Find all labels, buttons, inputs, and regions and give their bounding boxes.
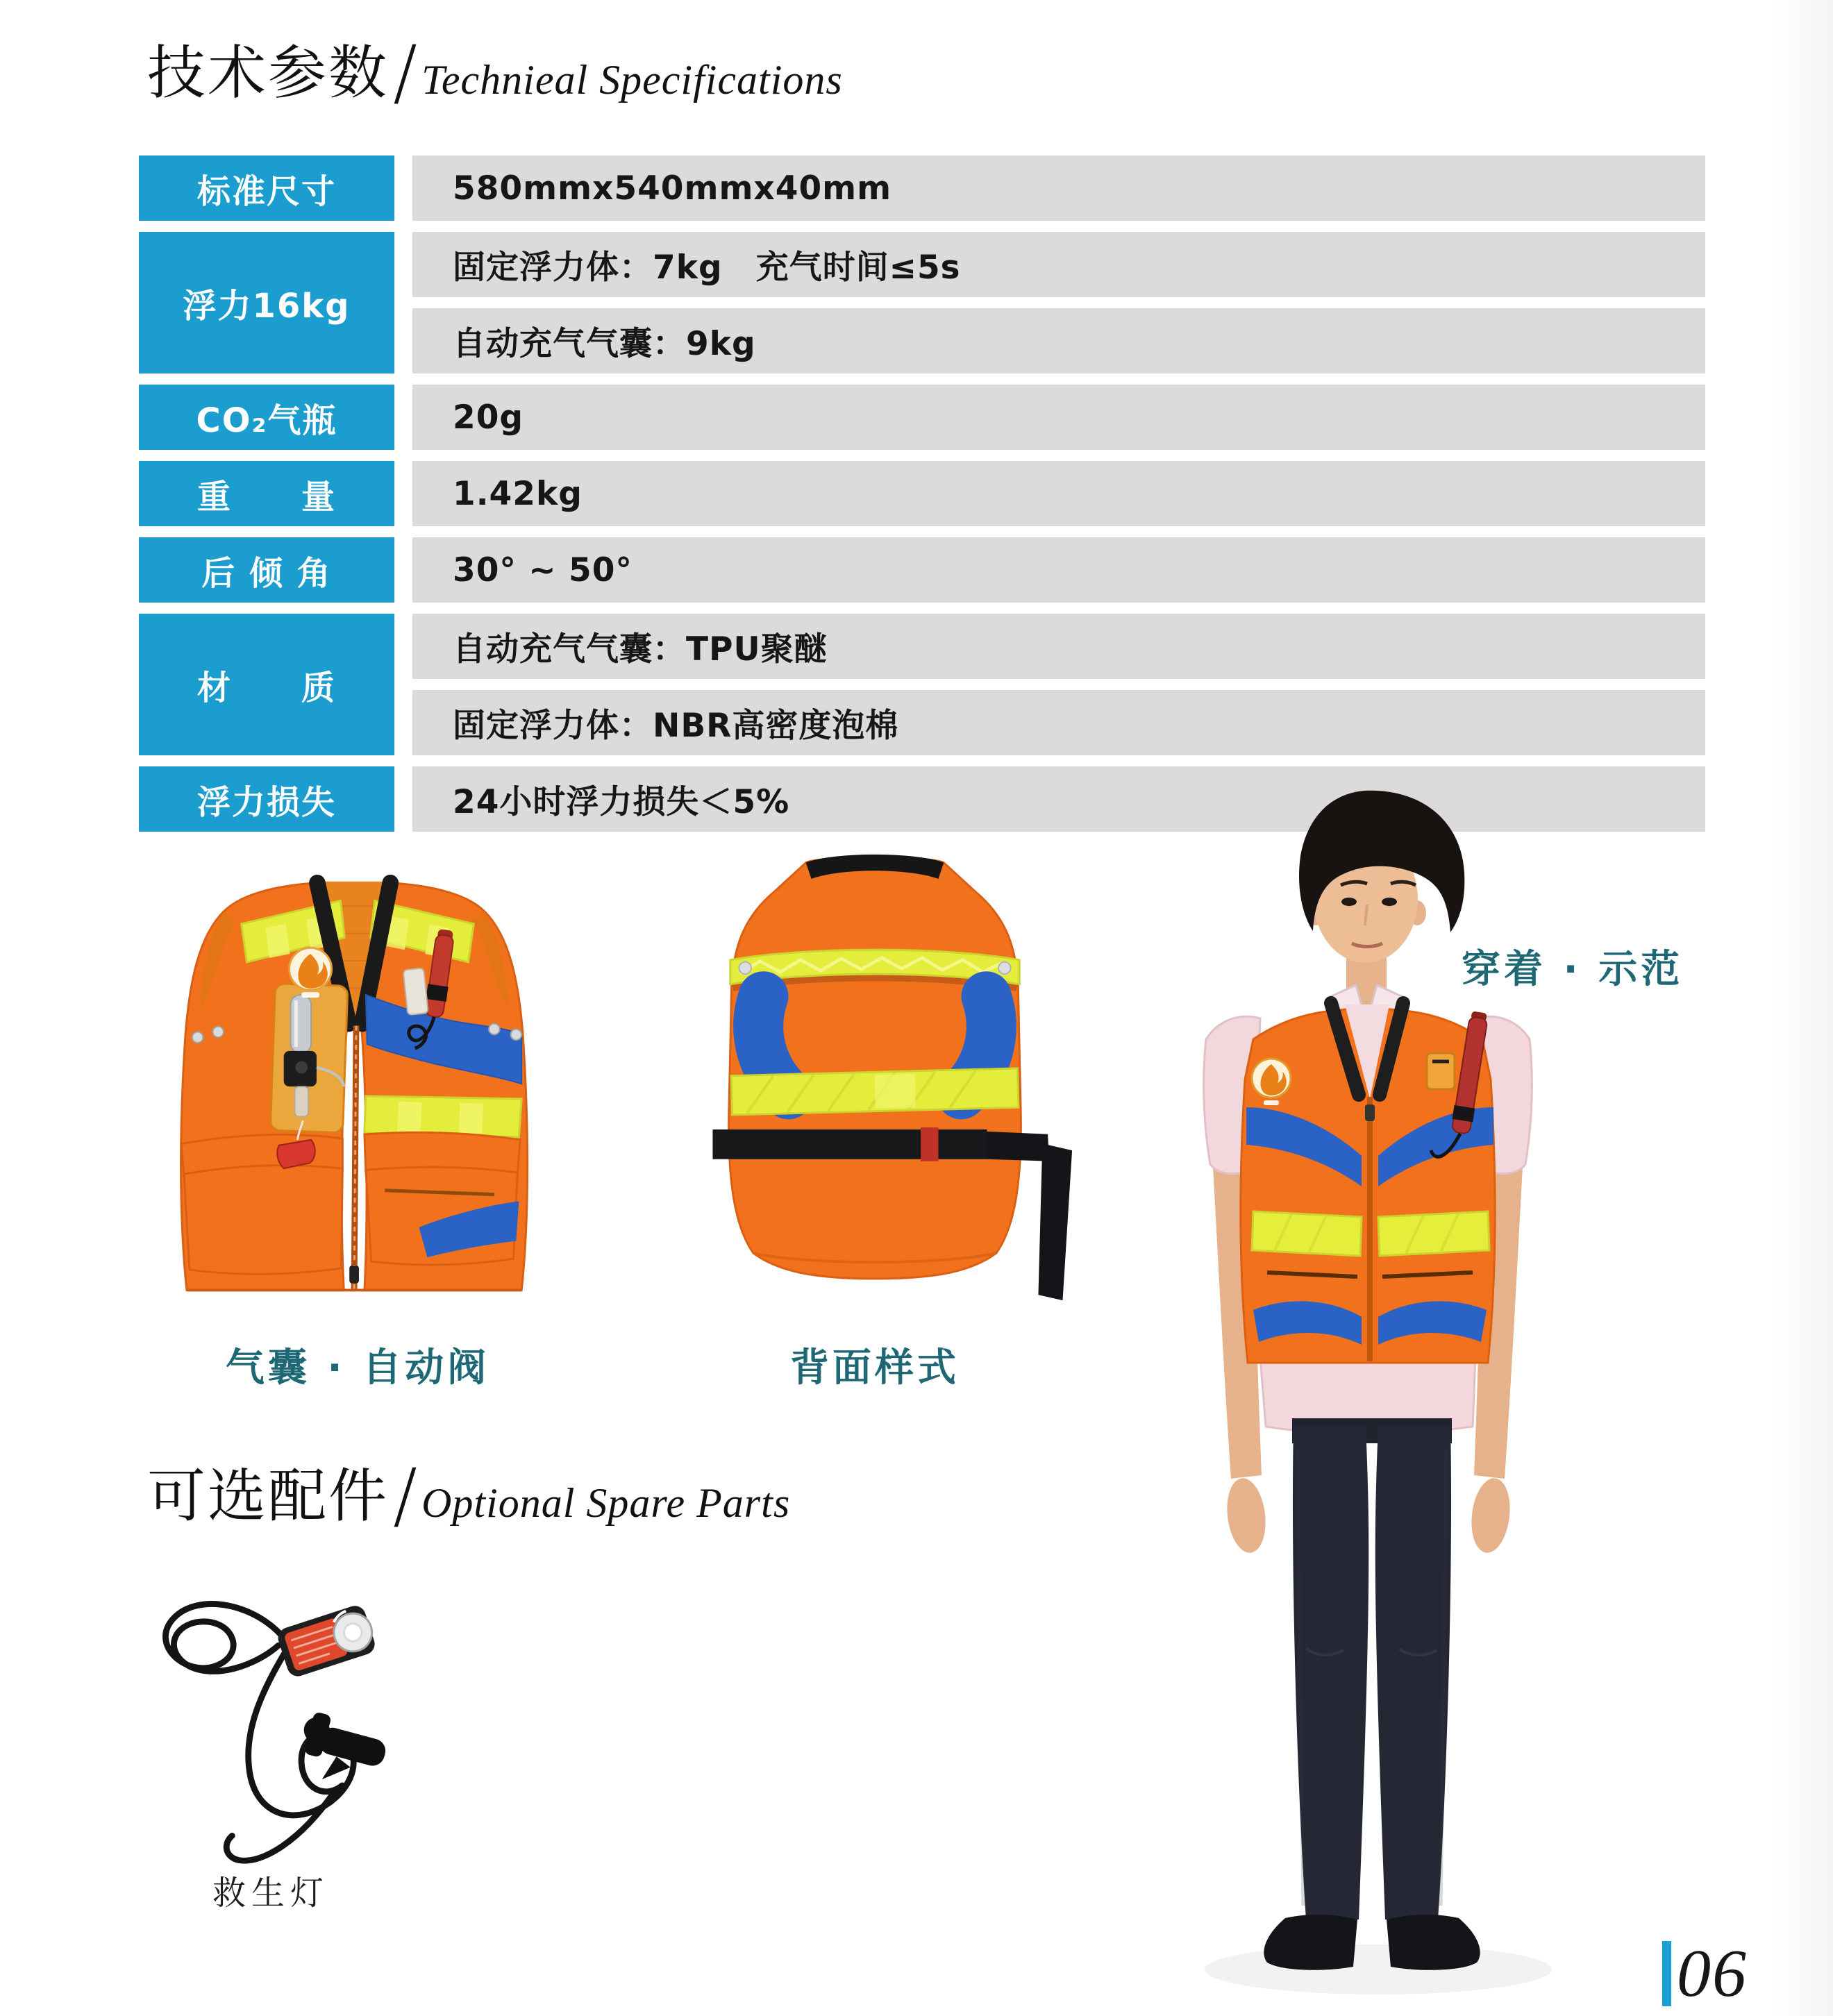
inflator-box [1427,1053,1455,1089]
spec-value: 24小时浮力损失＜5% [412,766,1705,832]
spec-row-size [139,156,1705,221]
spec-label: 材 质 [139,614,394,755]
light-device [276,1603,379,1679]
spec-label: 后 倾 角 [139,537,394,603]
jeans [1292,1418,1452,1920]
spec-value: 580mmx540mmx40mm [412,156,1705,221]
spec-value: 自动充气气囊：9kg [412,308,1705,373]
back-vest-photo [663,828,1087,1327]
spec-value: 固定浮力体：NBR高密度泡棉 [412,690,1705,755]
spec-row-recline-angle [139,537,1705,603]
specs-section-title [147,30,843,115]
spec-row-co2 [139,385,1705,450]
page-edge-shade [1771,0,1833,2016]
spec-table [139,156,1705,832]
spare-parts-title-zh: 可选配件 [147,1462,390,1531]
specs-title-en: Technieal Specifications [421,57,843,103]
spec-label: 标准尺寸 [139,156,394,221]
belt-keeper [921,1127,938,1161]
spec-value: 1.42kg [412,461,1705,526]
spec-row-material [139,614,1705,755]
title-slash-divider: / [393,30,418,115]
front-vest-photo [139,857,576,1324]
spec-row-buoyancy [139,232,1705,373]
spec-value: 20g [412,385,1705,450]
spec-value: 固定浮力体：7kg 充气时间≤5s [412,232,1705,297]
front-vest-graphic [139,857,576,1324]
spec-label: 重 量 [139,461,394,526]
reflective-band [731,1068,1019,1115]
spec-value: 30° ~ 50° [412,537,1705,603]
spec-value: 自动充气气囊：TPU聚醚 [412,614,1705,679]
back-vest-graphic [663,828,1087,1327]
life-light-label: 救生灯 [212,1874,330,1913]
title-slash-divider: / [393,1453,418,1538]
page-number-value: 06 [1677,1936,1748,2011]
spec-label: 浮力损失 [139,766,394,832]
spec-label: CO₂气瓶 [139,385,394,450]
page-number-bar [1662,1941,1671,2006]
pouch [403,968,428,1015]
back-vest-caption: 背面样式 [790,1345,960,1391]
life-light-graphic [111,1559,500,1878]
wearing-caption: 穿着 · 示范 [1462,947,1684,992]
spec-label: 浮力16kg [139,232,394,373]
specs-title-zh: 技术参数 [147,39,390,108]
spare-parts-title-en: Optional Spare Parts [421,1480,791,1527]
spec-row-weight [139,461,1705,526]
page-number [1662,1936,1748,2011]
spare-parts-section-title [147,1453,791,1538]
left-pocket [184,1166,342,1275]
life-light-photo [111,1559,500,1878]
front-vest-caption: 气囊 · 自动阀 [225,1345,490,1391]
